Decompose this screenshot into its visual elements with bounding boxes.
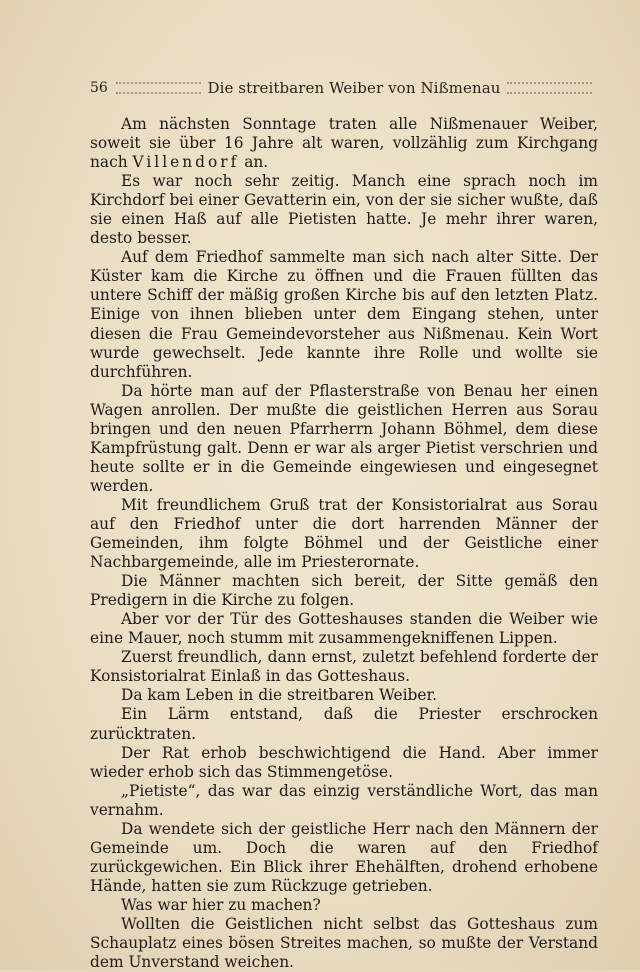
running-header [90, 77, 598, 99]
paragraph-4: Da hörte man auf der Pflasterstraße von Benau her einen Wagen anrollen. Der mußte die geistlichen Herren aus Sorau bringen und den neuen Pfarrherrn Johann Böhmel, dem diese Kampfrüstung galt. Denn er war als arger Pietist verschrien und heute sollte er in die Gemeinde eingewiesen und eingesegnet werden. [90, 381, 598, 495]
paragraph-13: Da wendete sich der geistliche Herr nach den Männern der Gemeinde um. Doch die waren auf den Friedhof zurückgewichen. Ein Blick ihrer Ehehälften, drohend erhobene Hände, hatten sie zum Rückzuge getrieben. [90, 819, 598, 895]
page-number: 56 [90, 80, 108, 96]
paragraph-8: Zuerst freundlich, dann ernst, zuletzt befehlend forderte der Konsistorialrat Einlaß in das Gotteshaus. [90, 648, 598, 686]
paragraph-1-text: Am nächsten Sonntage traten alle Nißmenauer Weiber, soweit sie über 16 Jahre alt waren, vollzählig zum Kirchgang nach [90, 115, 598, 172]
running-title: Die streitbaren Weiber von Nißmenau [207, 79, 501, 97]
paragraph-2: Es war noch sehr zeitig. Manch eine sprach noch im Kirchdorf bei einer Gevatterin ein, von der sie sicher wußte, daß sie einen Haß auf alle Pietisten hatte. Je mehr ihrer waren, desto besser. [90, 172, 598, 248]
paragraph-9: Da kam Leben in die streitbaren Weiber. [121, 686, 438, 705]
header-ornament-left [116, 82, 201, 94]
paragraph-12: „Pietiste“, das war das einzig verständliche Wort, das man vernahm. [90, 781, 598, 819]
paragraph-3: Auf dem Friedhof sammelte man sich nach alter Sitte. Der Küster kam die Kirche zu öffnen und die Frauen füllten das untere Schiff der mäßig großen Kirche bis auf den letzten Platz. Einige von ihnen blieben unter dem Eingang stehen, unter diesen die Frau Gemeindevorsteher aus Nißmenau. Kein Wort wurde gewechselt. Jede kannte ihre Rolle und wollte sie durchführen. [90, 248, 598, 381]
header-ornament-right [507, 82, 592, 94]
paragraph-1 [90, 115, 598, 172]
place-name-villendorf: Villendorf [132, 153, 240, 172]
paragraph-15: Wollten die Geistlichen nicht selbst das Gotteshaus zum Schauplatz eines bösen Streites machen, so mußte der Verstand dem Unverstand weichen. [90, 914, 598, 972]
body-text [90, 115, 598, 972]
paragraph-10: Ein Lärm entstand, daß die Priester erschrocken zurücktraten. [90, 705, 598, 743]
paper-speck [387, 937, 389, 939]
paragraph-7: Aber vor der Tür des Gotteshauses standen die Weiber wie eine Mauer, noch stumm mit zusammengekniffenen Lippen. [90, 610, 598, 648]
paragraph-6: Die Männer machten sich bereit, der Sitte gemäß den Predigern in die Kirche zu folgen. [90, 572, 598, 610]
paragraph-1-ending: an. [239, 153, 269, 172]
paragraph-11: Der Rat erhob beschwichtigend die Hand. Aber immer wieder erhob sich das Stimmengetöse. [90, 743, 598, 781]
paper-speck [586, 612, 588, 614]
paragraph-14: Was war hier zu machen? [121, 895, 321, 914]
paragraph-5: Mit freundlichem Gruß trat der Konsistorialrat aus Sorau auf den Friedhof unter die dort harrenden Männer der Gemeinden, ihm folgte Böhmel und der Geistliche einer Nachbargemeinde, alle im Priesterornate. [90, 495, 598, 572]
